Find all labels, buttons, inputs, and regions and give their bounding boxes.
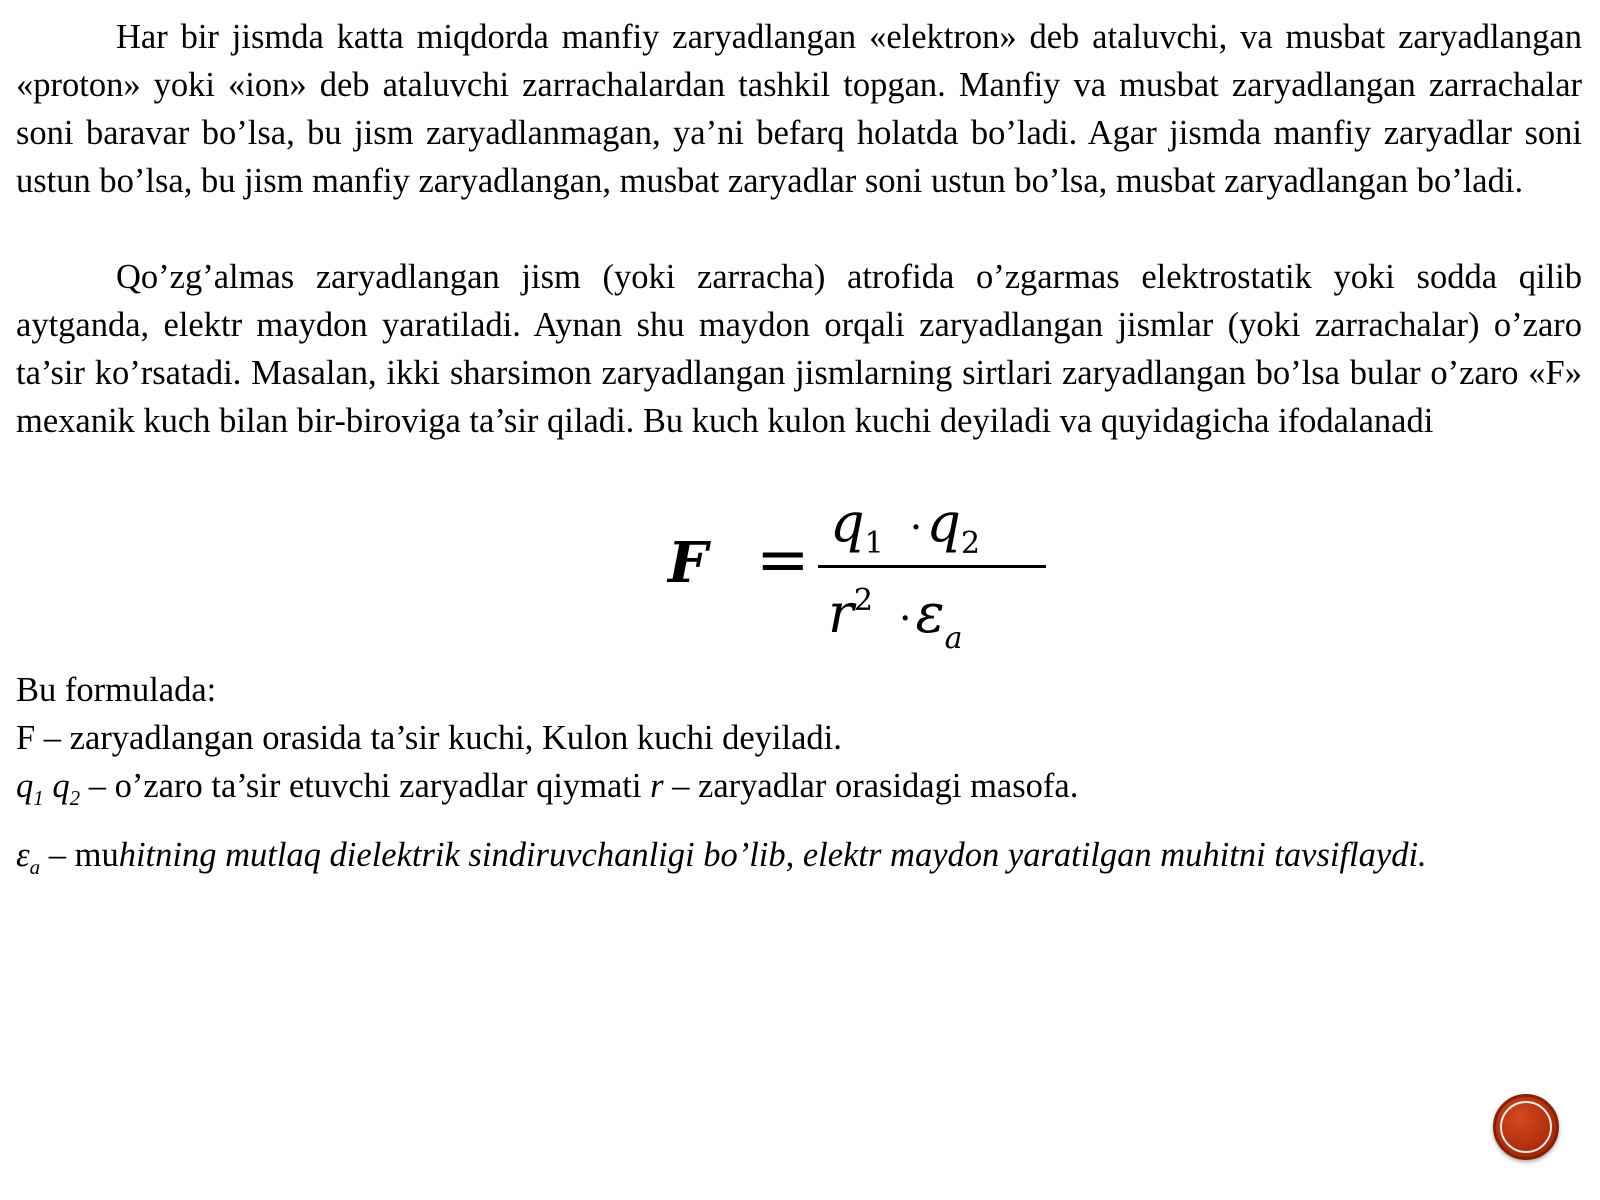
- formula-equals: =: [756, 523, 810, 597]
- definition-f: F – zaryadlangan orasida ta’sir kuchi, Kulon kuchi deyiladi.: [16, 719, 842, 757]
- formula-q1-sub: 1: [864, 526, 884, 561]
- formula-fraction-bar: [818, 565, 1046, 568]
- def-q-text1: – o’zaro ta’sir etuvchi zaryadlar qiymati: [80, 767, 651, 805]
- def-eps-sub: a: [29, 855, 41, 879]
- formula-r-sup: 2: [853, 583, 873, 618]
- definition-eps: [16, 828, 1582, 894]
- def-q1: q: [16, 767, 34, 805]
- def-q1-sub: 1: [33, 786, 44, 810]
- formula-den-dot: ·: [898, 596, 912, 642]
- paragraph-2: Qo’zg’almas zaryadlangan jism (yoki zarracha) atrofida o’zgarmas elektrostatik yoki sodda qilib aytganda, elektr maydon yaratiladi. Aynan shu maydon orqali zaryadlangan jismlar (yoki zarrachalar) o’zaro ta’sir ko’rsatadi. Masalan, ikki sharsimon zaryadlangan jismlarning sirtlari zaryadlangan bo’lsa bular o’zaro «F» mexanik kuch bilan bir-biroviga ta’sir qiladi. Bu kuch kulon kuchi deyiladi va quyidagicha ifodalanadi: [16, 258, 1582, 440]
- paragraph-1: Har bir jismda katta miqdorda manfiy zaryadlangan «elektron» deb ataluvchi, va musbat zaryadlangan «proton» yoki «ion» deb ataluvchi zarrachalardan tashkil topgan. Manfiy va musbat zaryadlangan zarrachalar soni baravar bo’lsa, bu jism zaryadlanmagan, ya’ni befarq holatda bo’ladi. Agar jismda manfiy zaryadlar soni ustun bo’lsa, bu jism manfiy zaryadlangan, musbat zaryadlar soni ustun bo’lsa, musbat zaryadlangan bo’ladi.: [16, 18, 1582, 200]
- formula-denominator: [828, 571, 963, 669]
- formula-eps: ε: [915, 582, 945, 645]
- definitions: [16, 666, 1582, 894]
- definitions-intro: Bu formulada:: [16, 671, 217, 709]
- def-r: r: [650, 767, 664, 805]
- formula-q2-sub: 2: [960, 526, 981, 561]
- coulomb-formula: [660, 491, 1060, 656]
- formula-numerator: [830, 493, 980, 574]
- def-eps: ε: [16, 836, 30, 874]
- formula-lhs: F: [668, 530, 708, 596]
- def-q2: q: [52, 767, 70, 805]
- formula-num-dot: ·: [909, 505, 923, 551]
- formula-q2: q: [926, 491, 961, 554]
- definition-q: [16, 762, 1582, 822]
- def-eps-text-italic: hitning mutlaq dielektrik sindiruvchanligi bo’lib, elektr maydon yaratilgan muhitni tavsiflaydi.: [118, 836, 1427, 874]
- circle-button-icon[interactable]: [1493, 1094, 1559, 1160]
- def-q2-sub: 2: [69, 786, 81, 810]
- def-eps-text-upright: – mu: [40, 836, 119, 874]
- formula-q1: q: [830, 491, 865, 554]
- def-q-text2: – zaryadlar orasidagi masofa.: [663, 767, 1079, 805]
- formula-eps-sub: a: [944, 621, 963, 656]
- formula-r: r: [828, 582, 854, 645]
